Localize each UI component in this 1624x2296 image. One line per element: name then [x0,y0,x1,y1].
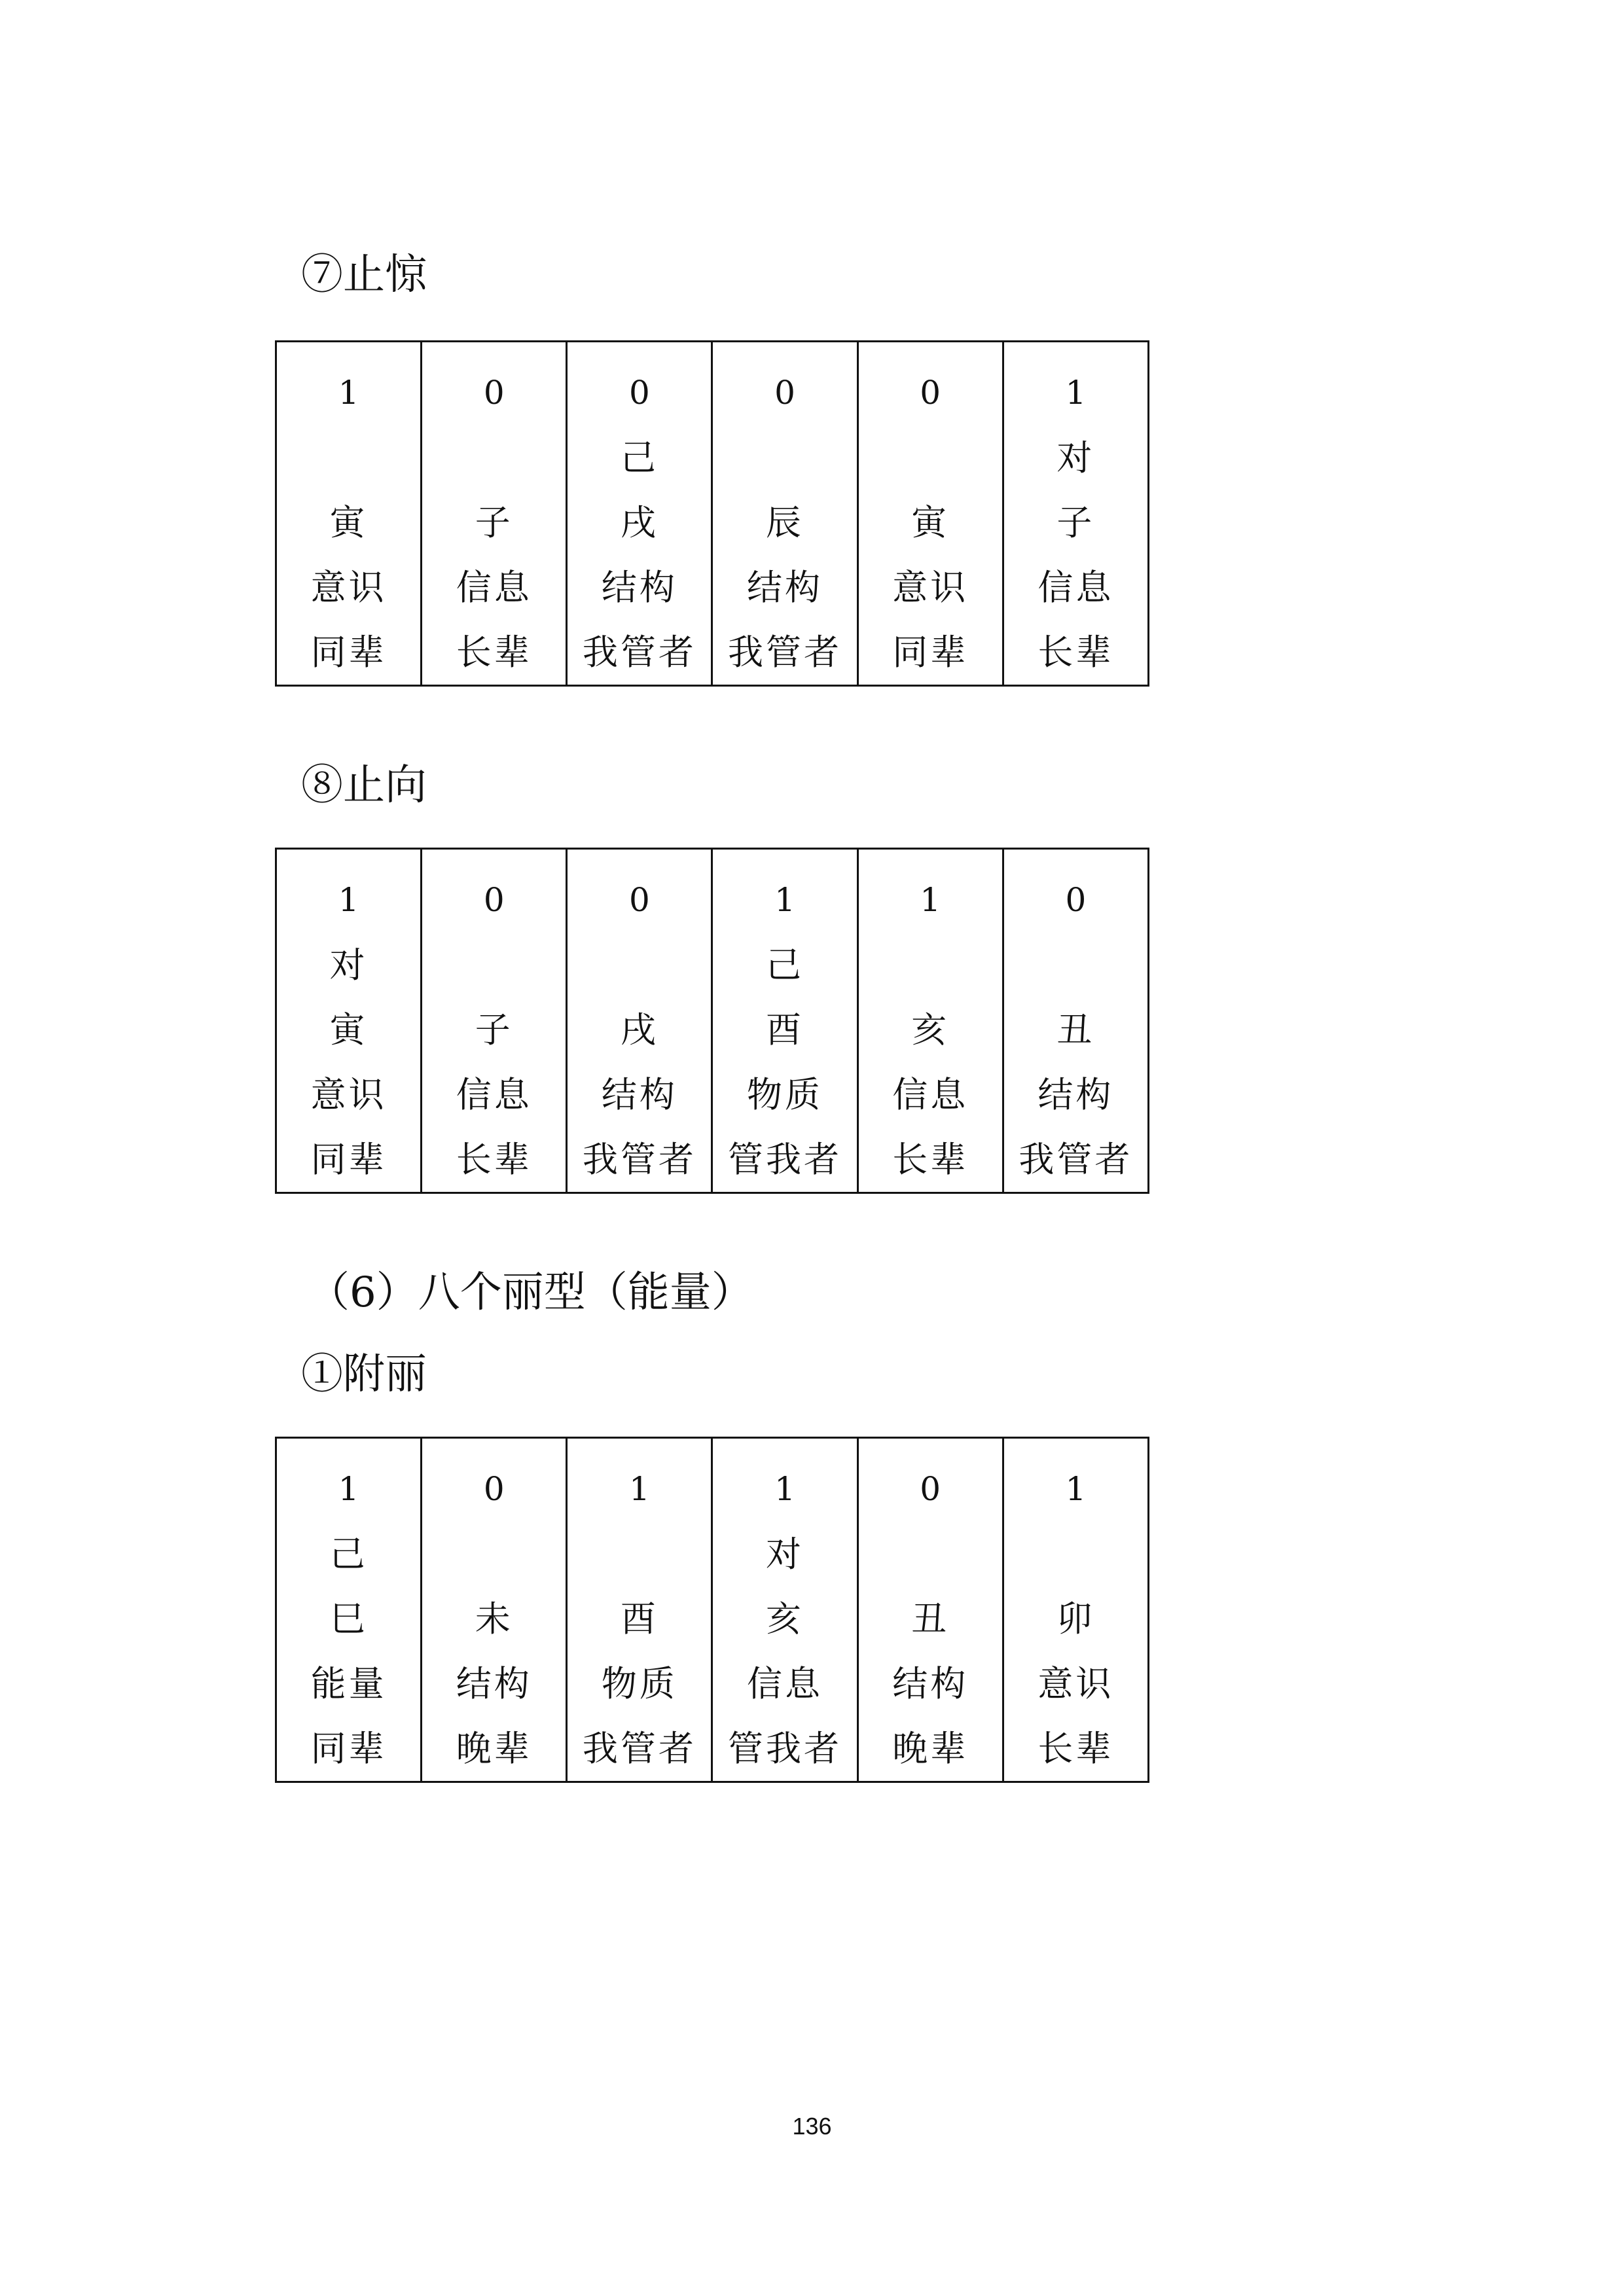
element-label: 结构 [892,1663,969,1704]
relation-label: 长辈 [456,1139,532,1180]
marker-label [859,1522,1002,1587]
branch-label: 戌 [620,1009,659,1050]
relation-label: 长辈 [1038,632,1114,673]
marker-label [859,933,1002,997]
bit-value: 0 [628,881,650,919]
branch-label: 子 [1056,502,1095,543]
section-heading: ⑧止向 [301,761,427,810]
marker-label [422,1522,566,1587]
trigram-cell [857,342,1003,686]
element-label: 意识 [1038,1663,1114,1704]
trigram-cell [857,1438,1003,1782]
element-label: 意识 [892,567,969,608]
branch-label: 巳 [329,1598,368,1640]
bit-value: 0 [774,374,795,412]
branch-label: 丑 [911,1598,950,1640]
bit-value: 1 [920,881,941,919]
relation-label: 管我者 [728,1139,842,1180]
bit-value: 1 [1065,1470,1087,1508]
element-label: 能量 [310,1663,387,1704]
element-label: 意识 [310,1074,387,1115]
relation-label: 同辈 [310,1728,387,1769]
bit-value: 0 [1065,881,1087,919]
section-heading: ①附丽 [301,1350,427,1399]
trigram-cell [1003,849,1148,1193]
relation-label: 同辈 [892,632,969,673]
branch-label: 寅 [911,502,950,543]
branch-label: 子 [475,502,513,543]
relation-label: 我管者 [582,1728,696,1769]
marker-label: 己 [620,437,659,478]
marker-label [277,425,420,490]
bit-value: 1 [1065,374,1087,412]
marker-label [1004,1522,1147,1587]
page-number: 136 [792,2113,832,2140]
element-label: 信息 [1038,567,1114,608]
section-heading: ⑦止惊 [301,251,427,299]
element-label: 信息 [747,1663,823,1704]
marker-label [1004,933,1147,997]
branch-label: 未 [475,1598,513,1640]
trigram-cell [567,1438,712,1782]
bit-value: 0 [920,374,941,412]
marker-label: 对 [1056,437,1095,478]
bit-value: 1 [338,881,359,919]
element-label: 结构 [1038,1074,1114,1115]
trigram-table [275,848,1149,1194]
branch-label: 酉 [620,1598,659,1640]
bit-value: 1 [774,1470,795,1508]
bit-value: 0 [483,1470,505,1508]
trigram-table [275,340,1149,687]
trigram-cell [857,849,1003,1193]
relation-label: 长辈 [892,1139,969,1180]
marker-label: 己 [766,944,804,986]
relation-label: 管我者 [728,1728,842,1769]
element-label: 意识 [310,567,387,608]
marker-label: 己 [329,1534,368,1575]
bit-value: 0 [628,374,650,412]
group-heading: （6）八个丽型（能量） [308,1268,753,1317]
bit-value: 0 [483,374,505,412]
relation-label: 同辈 [310,1139,387,1180]
marker-label [713,425,856,490]
element-label: 信息 [892,1074,969,1115]
bit-value: 0 [483,881,505,919]
marker-label [568,1522,711,1587]
element-label: 信息 [456,567,532,608]
relation-label: 晚辈 [456,1728,532,1769]
element-label: 物质 [601,1663,677,1704]
branch-label: 子 [475,1009,513,1050]
bit-value: 0 [920,1470,941,1508]
trigram-cell [422,849,567,1193]
relation-label: 我管者 [1019,1139,1133,1180]
branch-label: 辰 [766,502,804,543]
trigram-cell [276,849,422,1193]
element-label: 结构 [456,1663,532,1704]
branch-label: 寅 [329,1009,368,1050]
marker-label [422,933,566,997]
trigram-cell [567,342,712,686]
trigram-table [275,1437,1149,1783]
branch-label: 亥 [911,1009,950,1050]
trigram-cell [712,1438,857,1782]
trigram-cell [422,342,567,686]
relation-label: 我管者 [582,632,696,673]
element-label: 信息 [456,1074,532,1115]
element-label: 结构 [601,567,677,608]
branch-label: 卯 [1056,1598,1095,1640]
trigram-cell [712,342,857,686]
branch-label: 寅 [329,502,368,543]
trigram-cell [1003,342,1148,686]
marker-label [859,425,1002,490]
element-label: 结构 [747,567,823,608]
relation-label: 长辈 [1038,1728,1114,1769]
bit-value: 1 [338,374,359,412]
bit-value: 1 [774,881,795,919]
branch-label: 酉 [766,1009,804,1050]
branch-label: 丑 [1056,1009,1095,1050]
bit-value: 1 [338,1470,359,1508]
trigram-cell [276,1438,422,1782]
trigram-cell [422,1438,567,1782]
element-label: 物质 [747,1074,823,1115]
trigram-cell [712,849,857,1193]
marker-label: 对 [766,1534,804,1575]
trigram-cell [567,849,712,1193]
branch-label: 戌 [620,502,659,543]
element-label: 结构 [601,1074,677,1115]
marker-label [422,425,566,490]
relation-label: 长辈 [456,632,532,673]
marker-label [568,933,711,997]
relation-label: 同辈 [310,632,387,673]
branch-label: 亥 [766,1598,804,1640]
relation-label: 我管者 [728,632,842,673]
marker-label: 对 [329,944,368,986]
trigram-cell [1003,1438,1148,1782]
bit-value: 1 [628,1470,650,1508]
relation-label: 我管者 [582,1139,696,1180]
trigram-cell [276,342,422,686]
relation-label: 晚辈 [892,1728,969,1769]
